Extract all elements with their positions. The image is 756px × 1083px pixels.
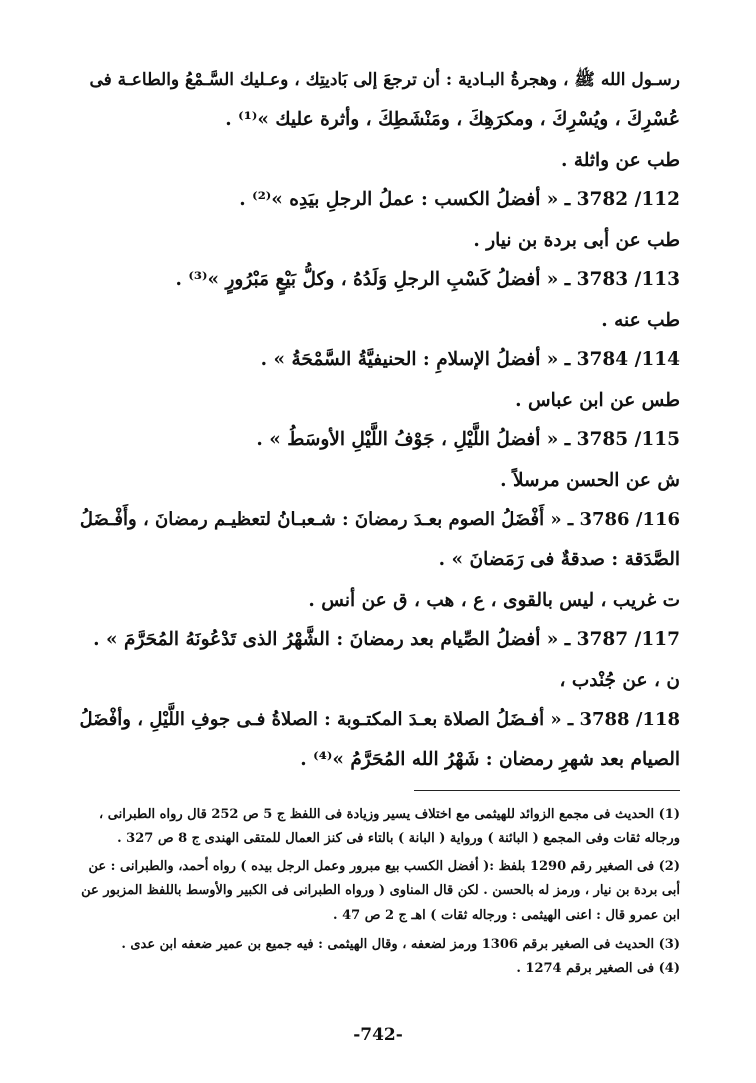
footnote-line: (3) الحديث فى الصغير برقم 1306 ورمز لضعفه ، وقال الهيثمى : فيه جميع بن عمير ضعفه ابن عدى .: [121, 937, 680, 952]
source-line: ش عن الحسن مرسلاً .: [500, 470, 680, 491]
footnote-line: (4) فى الصغير برقم 1274 .: [516, 961, 680, 976]
source-line: ت غريب ، ليس بالقوى ، ع ، هب ، ق عن أنس .: [308, 590, 680, 611]
source-line: ن ، عن جُنْدب ،: [559, 670, 680, 691]
source-line: طب عن واثلة .: [560, 150, 680, 171]
hadith-line: 118/ 3788 ـ « أفـضَلُ الصلاة بعـدَ المكتـوبة : الصلاةُ فـى جوفِ اللَّيْلِ ، وأفْضَلُ: [79, 709, 680, 730]
hadith-line: 113/ 3783 ـ « أفضلُ كَسْبِ الرجلِ وَلَدُهُ ، وكلُّ بَيْعٍ مَبْرُورٍ »⁽³⁾ .: [175, 269, 680, 290]
source-line: طب عن أبى بردة بن نيار .: [473, 230, 680, 251]
footnote-divider: [414, 790, 680, 791]
footnote-line: (1) الحديث فى مجمع الزوائد للهيثمى مع اختلاف يسير وزيادة فى اللفظ ج 5 ص 252 قال رواه الطبرانى ،: [99, 807, 680, 822]
text-line: الصَّدَقة : صدقةٌ فى رَمَضانَ » .: [438, 549, 680, 570]
footnote-line: (2) فى الصغير رقم 1290 بلفظ :( أفضل الكسب بيع مبرور وعمل الرجل بيده ) رواه أحمد، والطبرانى : عن: [88, 859, 680, 874]
hadith-line: 112/ 3782 ـ « أفضلُ الكسب : عملُ الرجلِ بيَدِه »⁽²⁾ .: [239, 189, 680, 210]
source-line: طب عنه .: [601, 310, 680, 331]
footnote-line: ورجاله ثقات وفى المجمع ( البائنة ) ورواية ( البانة ) بالتاء فى كنز العمال للمتقى الهندى ج 8 ص 327 .: [117, 831, 680, 846]
source-line: طس عن ابن عباس .: [515, 390, 680, 411]
text-line: رسـول الله ﷺ ، وهجرةُ البـادية : أن ترجعَ إلى بَاديتِك ، وعـليك السَّـمْعُ والطاعـة فى: [89, 70, 680, 90]
hadith-line: 116/ 3786 ـ « أَفْضَلُ الصوم بعـدَ رمضانَ : شـعبـانُ لتعظيـم رمضانَ ، وأَفْـضَلُ: [79, 509, 680, 530]
page-number: -742-: [353, 1025, 403, 1045]
footnote-line: ابن عمرو قال : اعنى الهيثمى : ورجاله ثقات ) اهـ ج 2 ص 47 .: [333, 908, 680, 923]
hadith-line: 114/ 3784 ـ « أفضلُ الإسلامِ : الحنيفيَّةُ السَّمْحَةُ » .: [260, 349, 680, 370]
text-line: عُسْرِكَ ، ويُسْرِكَ ، ومكرَهِكَ ، ومَنْشَطِكَ ، وأثرة عليك »⁽¹⁾ .: [225, 109, 680, 130]
footnote-line: أبى بردة بن نيار ، ورمز له بالحسن . لكن قال المناوى ( ورواه الطبرانى فى الكبير والأوسط باللفظ المزبور عن: [81, 883, 680, 898]
hadith-line: 115/ 3785 ـ « أفضلُ اللَّيْلِ ، جَوْفُ اللَّيْلِ الأوسَطُ » .: [256, 429, 680, 450]
hadith-line: 117/ 3787 ـ « أفضلُ الصِّيام بعد رمضانَ : الشَّهْرُ الذى تَدْعُونَهُ المُحَرَّمَ » .: [93, 629, 680, 650]
text-line: الصيام بعد شهرِ رمضان : شَهْرُ الله المُحَرَّمُ »⁽⁴⁾ .: [300, 749, 680, 770]
